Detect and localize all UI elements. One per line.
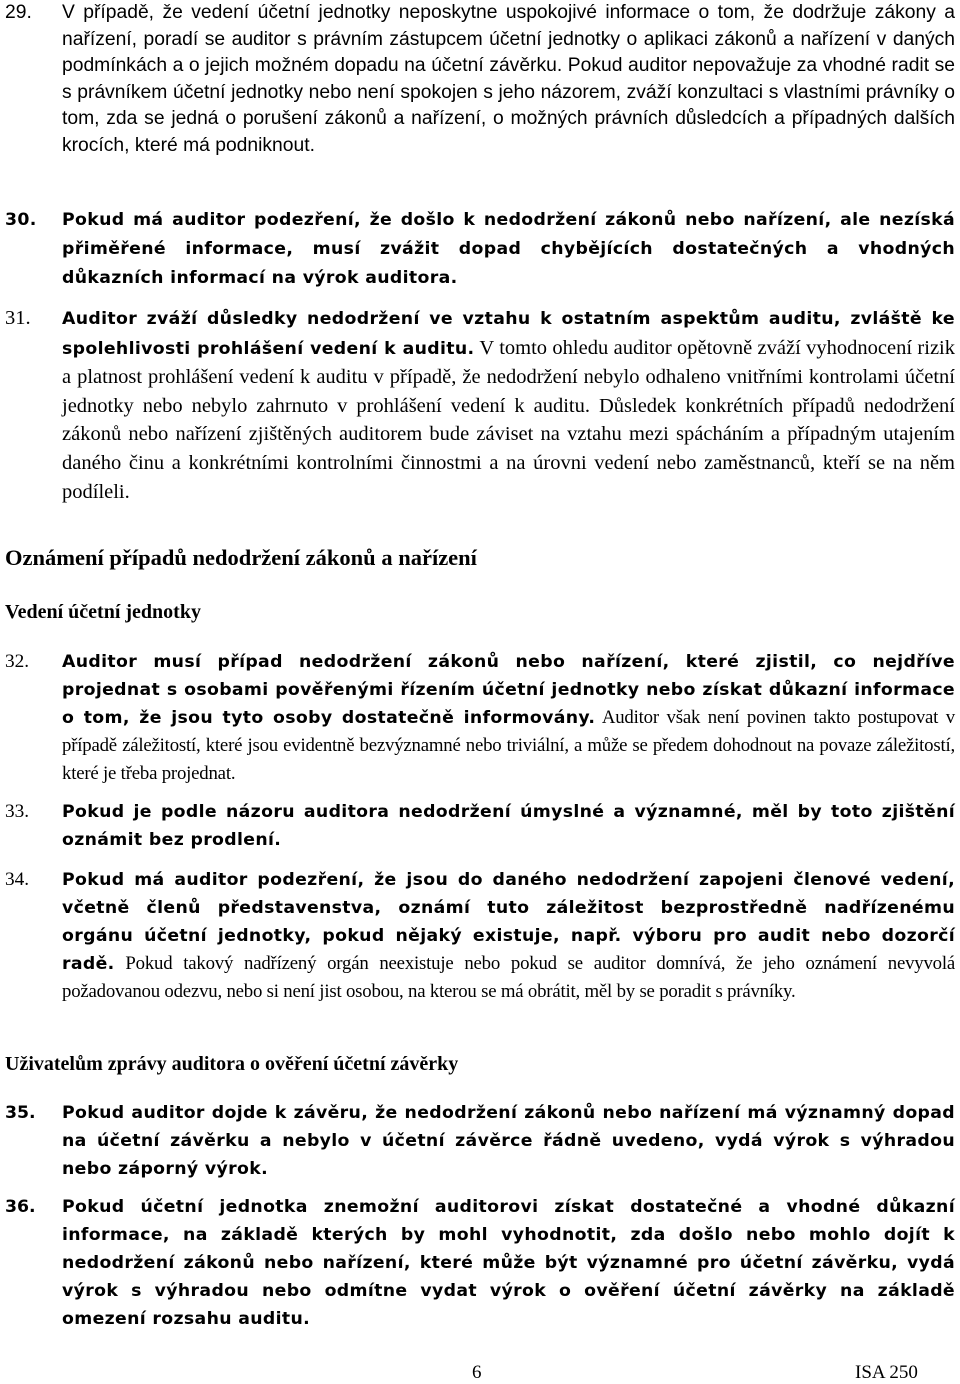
paragraph-number: 32. — [5, 651, 30, 672]
paragraph-text: V tomto ohledu auditor opětovně zváží vyhodnocení rizik a platnost prohlášení vedení k auditu v případě, že nedodržení nebylo odhaleno vnitřními kontrolami účetní jednotky nebo nebylo zahrnuto v prohlášení vedení k auditu. Důsledek konkrétních případů nedodržení zákonů nebo nařízení zjištěných auditorem bude záviset na vztahu mezi spácháním a případným utajením daného činu a konkrétními kontrolními činnostmi a na úrovni vedení nebo zaměstnanců, kteří se na něm podíleli. — [62, 336, 955, 503]
paragraph-bold-text: Pokud je podle názoru auditora nedodržení úmyslné a významné, měl by toto zjištění oznámit bez prodlení. — [62, 802, 955, 850]
paragraph-31 — [0, 304, 955, 506]
paragraph-bold-text: Pokud auditor dojde k závěru, že nedodržení zákonů nebo nařízení má významný dopad na účetní závěrku a nebylo v účetní závěrce řádně uvedeno, vydá výrok s výhradou nebo záporný výrok. — [62, 1103, 955, 1179]
paragraph-number: 29. — [5, 2, 32, 23]
paragraph-32 — [0, 648, 955, 788]
paragraph-30 — [0, 206, 955, 293]
paragraph-36 — [0, 1193, 955, 1333]
paragraph-bold-text: Auditor zváží důsledky nedodržení ve vztahu k ostatním aspektům auditu, zvláště ke spolehlivosti prohlášení vedení k auditu. — [62, 309, 955, 359]
paragraph-35 — [0, 1099, 955, 1183]
section-heading: Oznámení případů nedodržení zákonů a nařízení — [5, 545, 477, 570]
paragraph-bold-text: Auditor musí případ nedodržení zákonů nebo nařízení, které zjistil, co nejdříve projednat s osobami pověřenými řízením účetní jednotky nebo získat důkazní informace o tom, že jsou tyto osoby dostatečně informovány. — [62, 652, 955, 728]
paragraph-number: 35. — [5, 1103, 36, 1123]
page-number: 6 — [472, 1362, 482, 1383]
paragraph-34 — [0, 866, 955, 1006]
paragraph-33 — [0, 798, 955, 854]
paragraph-29 — [0, 0, 955, 159]
paragraph-number: 31. — [5, 307, 31, 329]
paragraph-bold-text: Pokud má auditor podezření, že jsou do daného nedodržení zapojeni členové vedení, včetně členů představenstva, oznámí tuto záležitost bezprostředně nadřízenému orgánu účetní jednotky, pokud nějaký existuje, např. výboru pro audit nebo dozorčí radě. — [62, 870, 955, 974]
paragraph-number: 34. — [5, 869, 30, 890]
paragraph-number: 30. — [5, 210, 37, 230]
subsection-heading-management: Vedení účetní jednotky — [5, 601, 201, 623]
standard-id: ISA 250 — [855, 1362, 918, 1383]
paragraph-text: Auditor však není povinen takto postupovat v případě záležitostí, které jsou evidentně bezvýznamné nebo triviální, a může se předem dohodnout na povaze záležitostí, které je třeba projednat. — [62, 707, 955, 784]
paragraph-text: Pokud takový nadřízený orgán neexistuje nebo pokud se auditor domnívá, že jeho oznámení nevyvolá požadovanou odezvu, nebo si není jist osobou, na kterou se má obrátit, měl by se poradit s právníky. — [62, 953, 955, 1002]
paragraph-number: 33. — [5, 801, 30, 822]
paragraph-text: Pokud má auditor podezření, že došlo k nedodržení zákonů nebo nařízení, ale nezíská přiměřené informace, musí zvážit dopad chybějících dostatečných a vhodných důkazních informací na výrok auditora. — [62, 210, 955, 288]
paragraph-number: 36. — [5, 1197, 36, 1217]
subsection-heading-report-users: Uživatelům zprávy auditora o ověření účetní závěrky — [5, 1053, 459, 1075]
paragraph-text: V případě, že vedení účetní jednotky neposkytne uspokojivé informace o tom, že dodržuje zákony a nařízení, poradí se auditor s právním zástupcem účetní jednotky o aplikaci zákonů a nařízení v daných podmínkách a o jejich možném dopadu na účetní závěrku. Pokud auditor nepovažuje za vhodné radit se s právníkem účetní jednotky nebo není spokojen s jeho názorem, zváží konzultaci s vlastními právníky o tom, zda se jedná o porušení zákonů a nařízení, o možných právních důsledcích a případných dalších krocích, které má podniknout. — [62, 2, 955, 156]
paragraph-bold-text: Pokud účetní jednotka znemožní auditorovi získat dostatečné a vhodné důkazní informace, na základě kterých by mohl vyhodnotit, zda došlo nebo mohlo dojít k nedodržení zákonů nebo nařízení, které může být významné pro účetní závěrku, vydá výrok s výhradou nebo odmítne vydat výrok o ověření účetní závěrky na základě omezení rozsahu auditu. — [62, 1197, 955, 1329]
